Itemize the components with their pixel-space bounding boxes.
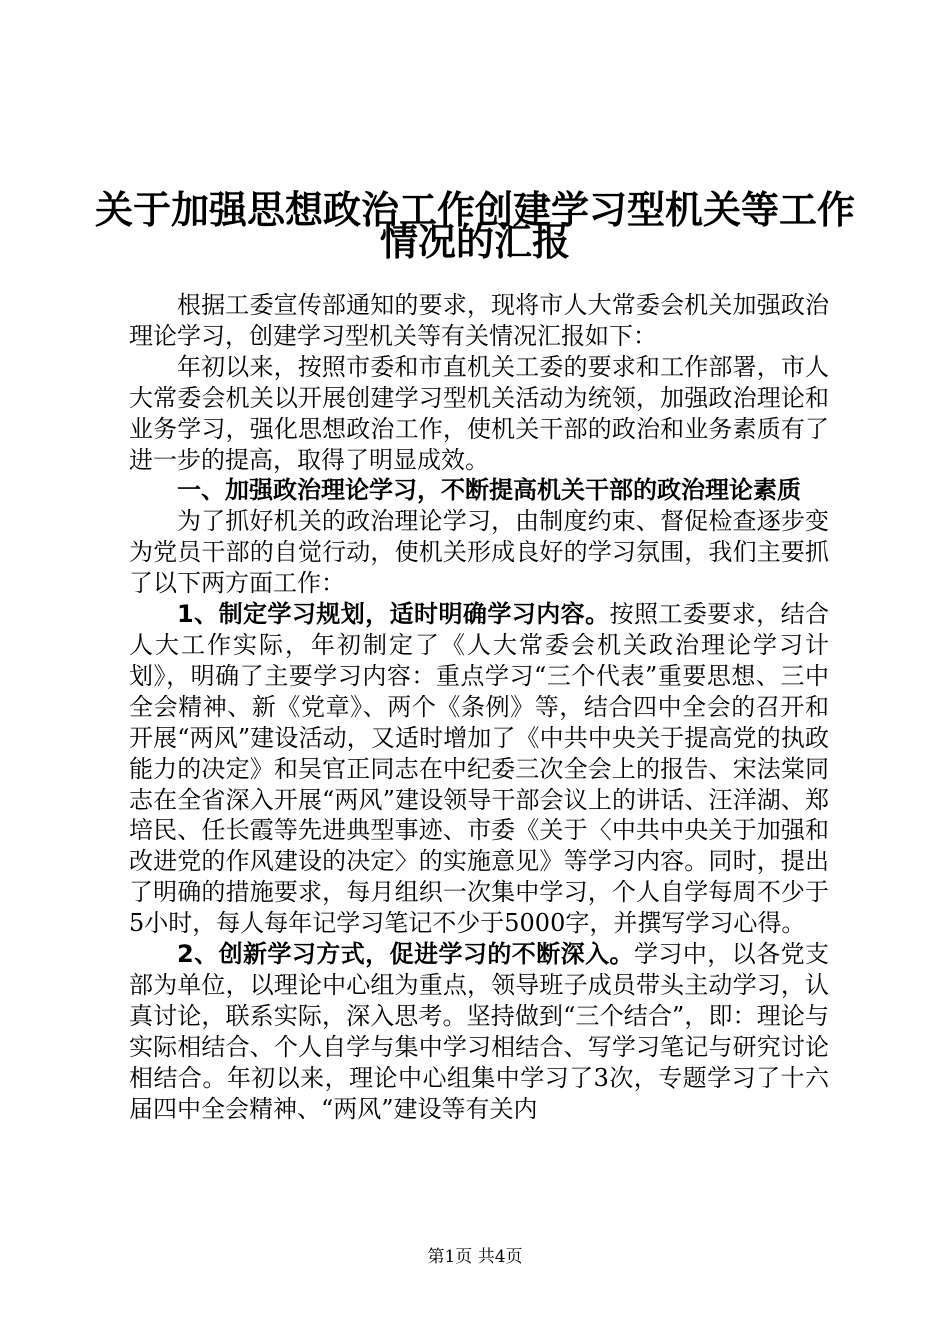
page-footer: 第1页 共4页	[427, 1247, 523, 1267]
item-1-lead: 1、制定学习规划，适时明确学习内容。	[177, 600, 610, 629]
document-title-line2: 情况的汇报	[379, 220, 570, 264]
paragraph-section1-intro: 为了抓好机关的政治理论学习，由制度约束、督促检查逐步变为党员干部的自觉行动，使机关形成良好的学习氛围，我们主要抓了以下两方面工作：	[129, 507, 829, 598]
paragraph-intro: 根据工委宣传部通知的要求，现将市人大常委会机关加强政治理论学习，创建学习型机关等有关情况汇报如下：	[129, 291, 829, 350]
paragraph-item-2	[129, 939, 829, 1124]
section-heading-1: 一、加强政治理论学习，不断提高机关干部的政治理论素质	[177, 476, 801, 505]
item-2-lead: 2、创新学习方式，促进学习的不断深入。	[177, 940, 634, 969]
document-title-line1: 关于加强思想政治工作创建学习型机关等工作	[94, 188, 855, 232]
paragraph-overview: 年初以来，按照市委和市直机关工委的要求和工作部署，市人大常委会机关以开展创建学习型机关活动为统领，加强政治理论和业务学习，强化思想政治工作，使机关干部的政治和业务素质有了进一步的提高，取得了明显成效。	[129, 352, 829, 474]
document-body	[129, 290, 829, 1124]
item-2-body: 学习中，以各党支部为单位，以理论中心组为重点，领导班子成员带头主动学习，认真讨论，联系实际，深入思考。坚持做到“三个结合”，即：理论与实际相结合、个人自学与集中学习相结合、写学习笔记与研究讨论相结合。年初以来，理论中心组集中学习了3次，专题学习了十六届四中全会精神、“两风”建设等有关内	[129, 940, 830, 1123]
item-1-body: 按照工委要求，结合人大工作实际，年初制定了《人大常委会机关政治理论学习计划》，明确了主要学习内容：重点学习“三个代表”重要思想、三中全会精神、新《党章》、两个《条例》等，结合四中全会的召开和开展“两风”建设活动，又适时增加了《中共中央关于提高党的执政能力的决定》和吴官正同志在中纪委三次全会上的报告、宋法棠同志在全省深入开展“两风”建设领导干部会议上的讲话、汪洋湖、郑培民、任长霞等先进典型事迹、市委《关于〈中共中央关于加强和改进党的作风建设的决定〉的实施意见》等学习内容。同时，提出了明确的措施要求，每月组织一次集中学习，个人自学每周不少于5小时，每人每年记学习笔记不少于5000字，并撰写学习心得。	[129, 600, 830, 938]
paragraph-item-1	[129, 599, 829, 939]
